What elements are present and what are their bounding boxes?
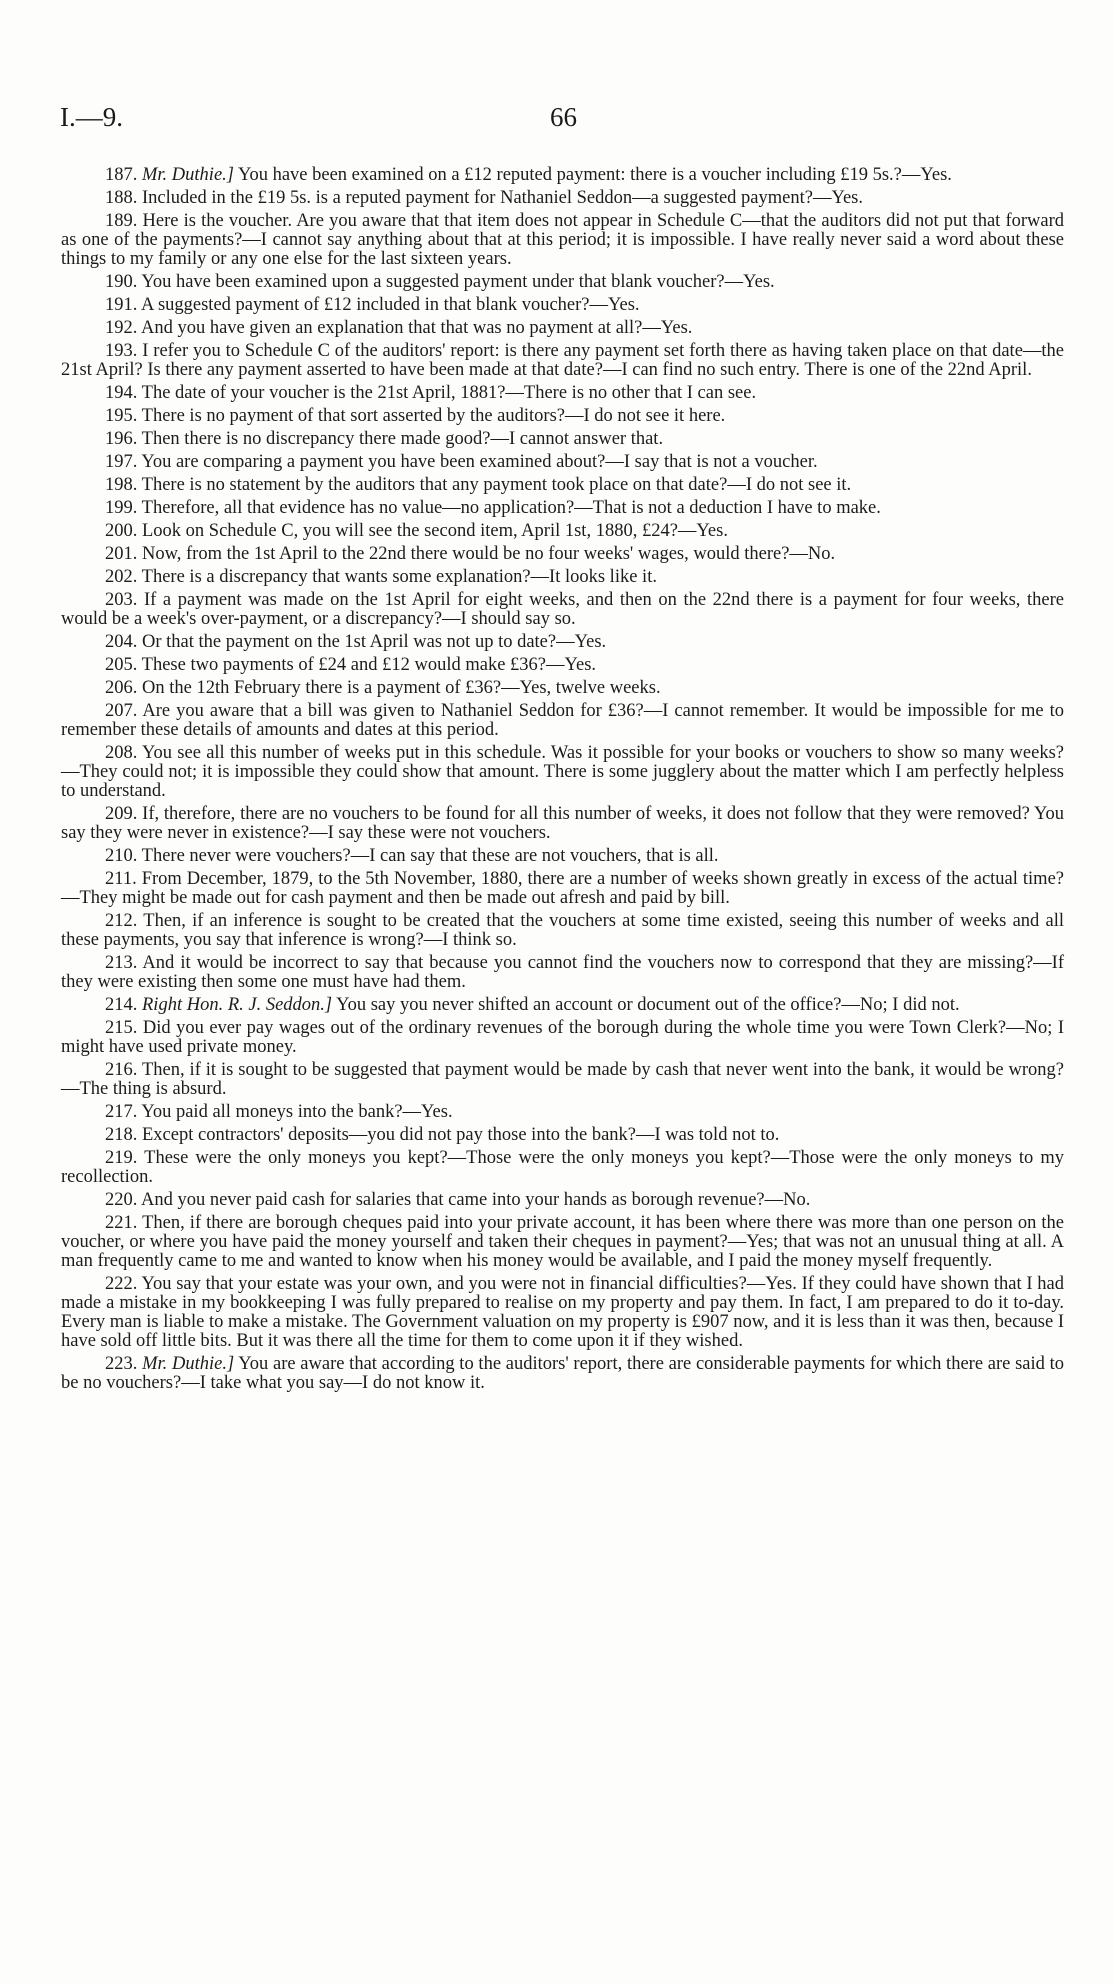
question-text: Here is the voucher. Are you aware that that item does not appear in Schedule C—that the auditors did not put that forward as one of the payments?—I cannot say anything about that at this period; it is impossible. I have really never said a word about these things to my family or any one else for the last sixteen years. xyxy=(61,211,1065,269)
question-paragraph xyxy=(61,633,1064,652)
speaker-name: Right Hon. R. J. Seddon.] xyxy=(142,995,333,1015)
question-paragraph xyxy=(61,1149,1064,1187)
question-text: Now, from the 1st April to the 22nd there would be no four weeks' wages, would there?—No. xyxy=(142,544,836,564)
question-number: 191. xyxy=(105,295,138,315)
question-paragraph xyxy=(61,954,1064,992)
question-paragraph xyxy=(61,912,1064,950)
question-paragraph xyxy=(61,702,1064,740)
question-text: On the 12th February there is a payment of £36?—Yes, twelve weeks. xyxy=(142,678,661,698)
question-text: You have been examined upon a suggested payment under that blank voucher?—Yes. xyxy=(141,272,775,292)
question-text: Did you ever pay wages out of the ordinary revenues of the borough during the whole time you were Town Clerk?—No; I might have used private money. xyxy=(61,1018,1064,1057)
question-text: Then, if an inference is sought to be created that the vouchers at some time existed, seeing this number of weeks and all these payments, you say that inference is wrong?—I think so. xyxy=(61,911,1064,950)
question-paragraph xyxy=(61,407,1064,426)
question-text: There is no payment of that sort asserted by the auditors?—I do not see it here. xyxy=(141,406,726,426)
question-number: 201. xyxy=(105,544,138,564)
question-text: There is no statement by the auditors that any payment took place on that date?—I do not see it. xyxy=(141,475,852,495)
question-number: 198. xyxy=(105,475,138,495)
question-number: 194. xyxy=(105,383,138,403)
question-paragraph xyxy=(61,805,1064,843)
question-text: And it would be incorrect to say that because you cannot find the vouchers now to correspond that they are missing?—If they were existing then some one must have had them. xyxy=(61,953,1064,992)
speaker-name: Mr. Duthie.] xyxy=(142,165,234,185)
question-text: These were the only moneys you kept?—Those were the only moneys you kept?—Those were the only moneys to my recollection. xyxy=(61,1148,1065,1187)
question-paragraph xyxy=(61,1191,1064,1210)
question-number: 221. xyxy=(105,1213,138,1233)
question-number: 199. xyxy=(105,498,138,518)
question-number: 206. xyxy=(105,678,138,698)
question-number: 202. xyxy=(105,567,138,587)
question-paragraph xyxy=(61,1355,1064,1393)
speaker-name: Mr. Duthie.] xyxy=(142,1354,235,1374)
question-text: You are comparing a payment you have been examined about?—I say that is not a voucher. xyxy=(141,452,818,472)
question-number: 212. xyxy=(105,911,138,931)
question-text: You see all this number of weeks put in this schedule. Was it possible for your books or vouchers to show so many weeks?—They could not; it is impossible they could show that amount. There is some jugglery about the matter which I am perfectly helpless to understand. xyxy=(61,743,1064,801)
question-paragraph xyxy=(61,384,1064,403)
question-paragraph xyxy=(61,1061,1064,1099)
question-paragraph xyxy=(61,189,1064,208)
question-number: 217. xyxy=(105,1102,138,1122)
page-header xyxy=(60,102,1060,142)
question-paragraph xyxy=(61,1019,1064,1057)
question-text: Included in the £19 5s. is a reputed payment for Nathaniel Seddon—a suggested payment?—Yes. xyxy=(142,188,864,208)
question-text: If, therefore, there are no vouchers to be found for all this number of weeks, it does not follow that they were removed? You say they were never in existence?—I say these were not vouchers. xyxy=(61,804,1065,843)
question-text: These two payments of £24 and £12 would make £36?—Yes. xyxy=(141,655,597,675)
question-paragraph xyxy=(61,273,1064,292)
question-number: 219. xyxy=(105,1148,138,1168)
question-text: Then, if there are borough cheques paid into your private account, it has been where there was more than one person on the voucher, or where you have paid the money yourself and taken their cheques in payment?—Yes; that was not an unusual thing at all. A man frequently came to me and wanted to know when his money would be available, and I paid the money myself frequently. xyxy=(61,1213,1064,1271)
question-paragraph xyxy=(61,656,1064,675)
question-paragraph xyxy=(61,1214,1064,1271)
question-paragraph xyxy=(61,166,1064,185)
question-paragraph xyxy=(61,568,1064,587)
question-paragraph xyxy=(61,744,1064,801)
question-text: And you have given an explanation that that was no payment at all?—Yes. xyxy=(140,318,693,338)
question-paragraph xyxy=(61,679,1064,698)
question-text: Are you aware that a bill was given to Nathaniel Seddon for £36?—I cannot remember. It would be impossible for me to remember these details of amounts and dates at this period. xyxy=(61,701,1064,740)
question-number: 203. xyxy=(105,590,138,610)
question-text: You paid all moneys into the bank?—Yes. xyxy=(141,1102,453,1122)
question-paragraph xyxy=(61,591,1064,629)
question-paragraph xyxy=(61,522,1064,541)
question-number: 193. xyxy=(105,341,138,361)
question-paragraph xyxy=(61,342,1064,380)
question-paragraph xyxy=(61,296,1064,315)
question-text: You say you never shifted an account or document out of the office?—No; I did not. xyxy=(332,995,960,1015)
question-text: A suggested payment of £12 included in that blank voucher?—Yes. xyxy=(140,295,640,315)
question-number: 209. xyxy=(105,804,138,824)
question-paragraph xyxy=(61,453,1064,472)
question-paragraph xyxy=(61,545,1064,564)
question-number: 189. xyxy=(105,211,138,231)
question-text: You have been examined on a £12 reputed payment: there is a voucher including £19 5s.?—Yes. xyxy=(234,165,952,185)
question-text: And you never paid cash for salaries that came into your hands as borough revenue?—No. xyxy=(140,1190,811,1210)
question-number: 188. xyxy=(105,188,138,208)
question-text: Except contractors' deposits—you did not pay those into the bank?—I was told not to. xyxy=(142,1125,780,1145)
question-number: 215. xyxy=(105,1018,138,1038)
question-paragraph xyxy=(61,1275,1064,1351)
question-number: 196. xyxy=(105,429,138,449)
question-text: There never were vouchers?—I can say that these are not vouchers, that is all. xyxy=(141,846,719,866)
question-number: 200. xyxy=(105,521,138,541)
question-number: 216. xyxy=(105,1060,138,1080)
question-text: Therefore, all that evidence has no value—no application?—That is not a deduction I have to make. xyxy=(141,498,881,518)
question-text: Look on Schedule C, you will see the second item, April 1st, 1880, £24?—Yes. xyxy=(142,521,728,541)
question-text: You say that your estate was your own, and you were not in financial difficulties?—Yes. If they could have shown that I had made a mistake in my bookkeeping I was fully prepared to realise on my property and pay them. In fact, I am prepared to do it to-day. Every man is liable to make a mistake. The Government valuation on my property is £907 now, and it is less than it was then, because I have sold off little bits. But it was there all the time for them to come upon it if they wished. xyxy=(61,1274,1064,1351)
question-text: Then there is no discrepancy there made good?—I cannot answer that. xyxy=(141,429,664,449)
question-number: 192. xyxy=(105,318,138,338)
page-number: 66 xyxy=(550,102,577,132)
question-number: 208. xyxy=(105,743,138,763)
question-paragraph xyxy=(61,870,1064,908)
question-paragraph xyxy=(61,1103,1064,1122)
question-number: 210. xyxy=(105,846,138,866)
document-reference: I.—9. xyxy=(60,102,123,132)
question-text: Or that the payment on the 1st April was not up to date?—Yes. xyxy=(142,632,607,652)
question-paragraph xyxy=(61,430,1064,449)
question-number: 211. xyxy=(105,869,137,889)
evidence-text xyxy=(61,166,1064,1397)
question-number: 222. xyxy=(105,1274,138,1294)
question-number: 214. xyxy=(105,995,138,1015)
question-text: From December, 1879, to the 5th November, 1880, there are a number of weeks shown greatly in excess of the actual time?—They might be made out for cash payment and then be made out afresh and paid by bill. xyxy=(61,869,1064,908)
question-text: There is a discrepancy that wants some explanation?—It looks like it. xyxy=(141,567,657,587)
question-text: If a payment was made on the 1st April for eight weeks, and then on the 22nd there is a payment for four weeks, there would be a week's over-payment, or a discrepancy?—I should say so. xyxy=(61,590,1065,629)
question-number: 213. xyxy=(105,953,138,973)
question-paragraph xyxy=(61,499,1064,518)
question-number: 220. xyxy=(105,1190,138,1210)
question-number: 195. xyxy=(105,406,138,426)
question-text: The date of your voucher is the 21st April, 1881?—There is no other that I can see. xyxy=(141,383,757,403)
question-number: 218. xyxy=(105,1125,138,1145)
question-text: You are aware that according to the auditors' report, there are considerable payments for which there are said to be no vouchers?—I take what you say—I do not know it. xyxy=(61,1354,1064,1393)
question-number: 197. xyxy=(105,452,138,472)
question-paragraph xyxy=(61,212,1064,269)
question-number: 223. xyxy=(105,1354,138,1374)
question-text: I refer you to Schedule C of the auditors' report: is there any payment set forth there as having taken place on that date—the 21st April? Is there any payment asserted to have been made at that date?—I can find no such entry. There is one of the 22nd April. xyxy=(61,341,1065,380)
question-number: 204. xyxy=(105,632,138,652)
question-number: 205. xyxy=(105,655,138,675)
question-number: 187. xyxy=(105,165,138,185)
question-paragraph xyxy=(61,319,1064,338)
question-paragraph xyxy=(61,476,1064,495)
question-number: 190. xyxy=(105,272,138,292)
question-paragraph xyxy=(61,847,1064,866)
question-number: 207. xyxy=(105,701,138,721)
question-text: Then, if it is sought to be suggested that payment would be made by cash that never went into the bank, it would be wrong?—The thing is absurd. xyxy=(61,1060,1064,1099)
question-paragraph xyxy=(61,996,1064,1015)
question-paragraph xyxy=(61,1126,1064,1145)
